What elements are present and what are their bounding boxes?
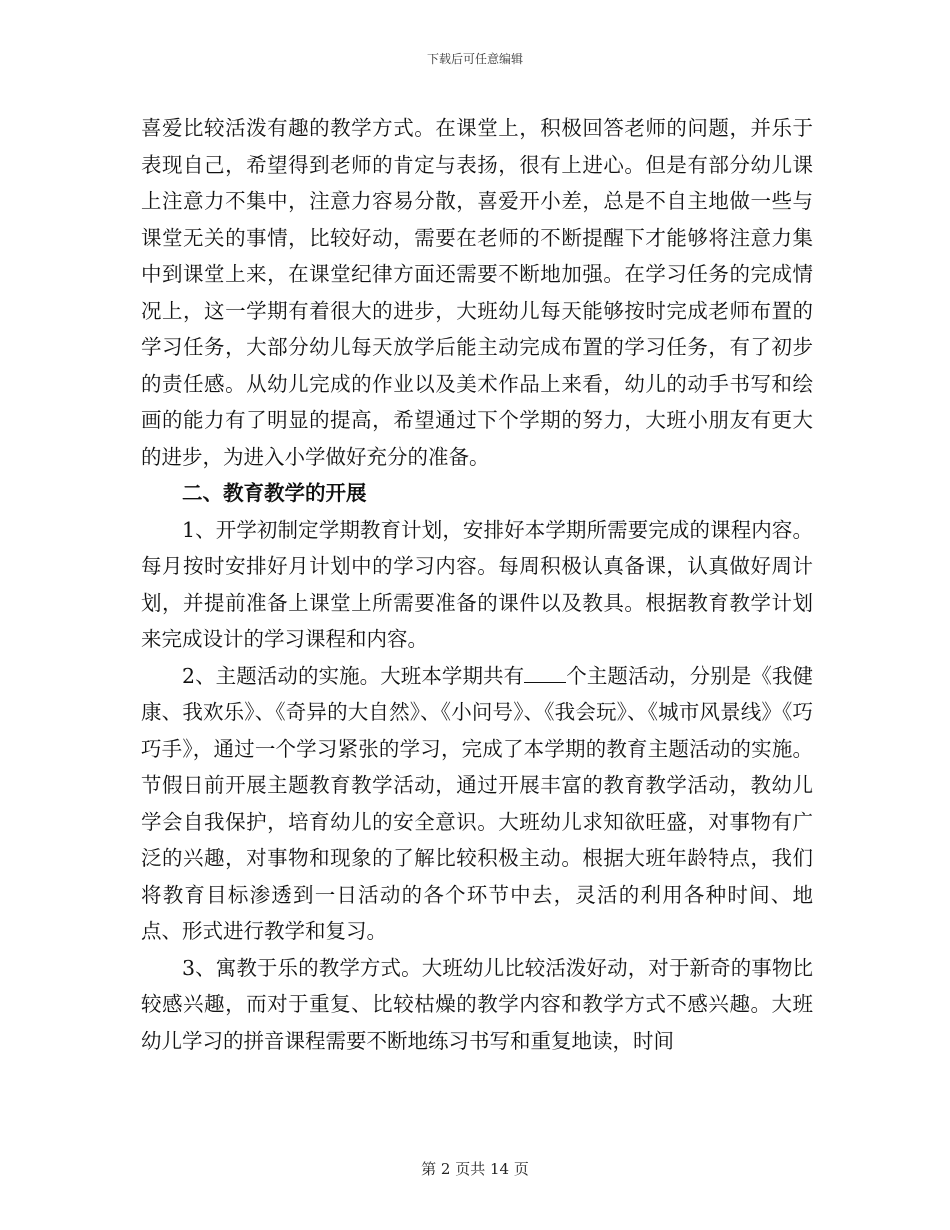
paragraph-item-3: 3、寓教于乐的教学方式。大班幼儿比较活泼好动，对于新奇的事物比较感兴趣，而对于重复、比较枯燥的教学内容和教学方式不感兴趣。大班幼儿学习的拼音课程需要不断地练习书写和重复地读，时间	[141, 955, 813, 1053]
fill-in-blank	[524, 664, 566, 683]
paragraph-item-1: 1、开学初制定学期教育计划，安排好本学期所需要完成的课程内容。每月按时安排好月计划中的学习内容。每周积极认真备课，认真做好周计划，并提前准备上课堂上所需要准备的课件以及教具。根据教育教学计划来完成设计的学习课程和内容。	[141, 517, 813, 651]
section-heading: 二、教育教学的开展	[182, 481, 367, 505]
item-2-text-after-blank: 个主题活动，分别是《我健康、我欢乐》、《奇异的大自然》、《小问号》、《我会玩》、《城市风景线》《巧巧手》，通过一个学习紧张的学习，完成了本学期的教育主题活动的实施。节假日前开展主题教育教学活动，通过开展丰富的教育教学活动，教幼儿学会自我保护，培育幼儿的安全意识。大班幼儿求知欲旺盛，对事物有广泛的兴趣，对事物和现象的了解比较积极主动。根据大班年龄特点，我们将教育目标渗透到一日活动的各个环节中去，灵活的利用各种时间、地点、形式进行教学和复习。	[141, 663, 813, 943]
paragraph-continued: 喜爱比较活泼有趣的教学方式。在课堂上，积极回答老师的问题，并乐于表现自己，希望得到老师的肯定与表扬，很有上进心。但是有部分幼儿课上注意力不集中，注意力容易分散，喜爱开小差，总是不自主地做一些与课堂无关的事情，比较好动，需要在老师的不断提醒下才能够将注意力集中到课堂上来，在课堂纪律方面还需要不断地加强。在学习任务的完成情况上，这一学期有着很大的进步，大班幼儿每天能够按时完成老师布置的学习任务，大部分幼儿每天放学后能主动完成布置的学习任务，有了初步的责任感。从幼儿完成的作业以及美术作品上来看，幼儿的动手书写和绘画的能力有了明显的提高，希望通过下个学期的努力，大班小朋友有更大的进步，为进入小学做好充分的准备。	[141, 116, 813, 469]
page-number: 第 2 页共 14 页	[421, 1160, 529, 1178]
item-2-text-before-blank: 2、主题活动的实施。大班本学期共有	[182, 663, 525, 688]
paragraph-item-2	[141, 658, 813, 950]
document-body	[141, 110, 813, 1059]
page-header: 下载后可任意编辑	[426, 52, 523, 66]
